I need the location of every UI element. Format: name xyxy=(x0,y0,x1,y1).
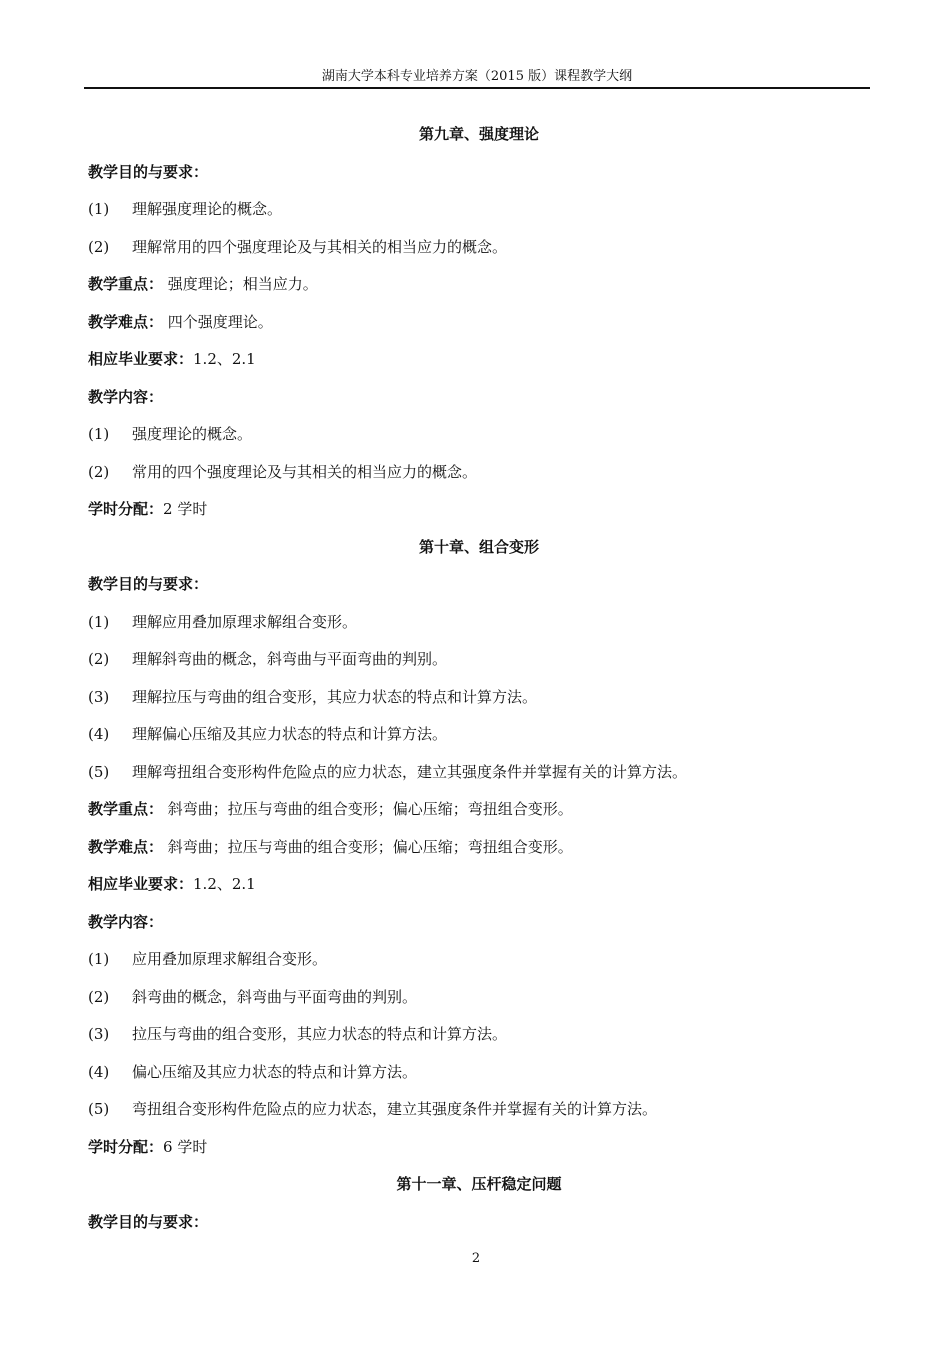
item-number: (2) xyxy=(88,237,110,256)
ch10-key-points xyxy=(88,791,870,829)
item-number: (1) xyxy=(88,612,110,631)
item-number: (1) xyxy=(88,200,110,218)
item-text: 偏心压缩及其应力状态的特点和计算方法。 xyxy=(132,1062,418,1081)
item-text: 理解偏心压缩及其应力状态的特点和计算方法。 xyxy=(132,725,448,743)
ch11-objectives-label: 教学目的与要求： xyxy=(88,1212,209,1231)
ch9-hours xyxy=(88,491,870,529)
item-text: 常用的四个强度理论及与其相关的相当应力的概念。 xyxy=(132,462,478,481)
item-number: (1) xyxy=(88,950,110,968)
difficulties-text: 斜弯曲；拉压与弯曲的组合变形；偏心压缩；弯扭组合变形。 xyxy=(163,837,573,856)
requirements-label: 相应毕业要求： xyxy=(88,350,194,368)
header-rule xyxy=(84,87,870,89)
hours-text: 2 学时 xyxy=(163,500,208,518)
hours-text: 6 学时 xyxy=(163,1137,208,1156)
key-points-text: 斜弯曲；拉压与弯曲的组合变形；偏心压缩；弯扭组合变形。 xyxy=(163,800,573,818)
ch9-content-label: 教学内容： xyxy=(88,387,164,406)
item-number: (2) xyxy=(88,650,110,668)
difficulties-label: 教学难点： xyxy=(88,837,164,856)
item-text: 理解常用的四个强度理论及与其相关的相当应力的概念。 xyxy=(132,237,508,256)
item-number: (1) xyxy=(88,425,110,443)
item-text: 理解斜弯曲的概念，斜弯曲与平面弯曲的判别。 xyxy=(132,650,448,668)
ch10-objective-item xyxy=(88,716,870,754)
ch10-content-item xyxy=(88,979,870,1017)
hours-label: 学时分配： xyxy=(88,1137,164,1156)
item-number: (5) xyxy=(88,762,110,781)
ch9-requirements xyxy=(88,341,870,379)
ch9-objective-item xyxy=(88,191,870,229)
item-number: (4) xyxy=(88,1062,110,1081)
requirements-label: 相应毕业要求： xyxy=(88,875,194,893)
page-number: 2 xyxy=(471,1251,481,1266)
difficulties-label: 教学难点： xyxy=(88,312,164,331)
item-text: 理解拉压与弯曲的组合变形，其应力状态的特点和计算方法。 xyxy=(132,687,538,706)
item-number: (2) xyxy=(88,987,110,1006)
ch10-content-label: 教学内容： xyxy=(88,912,164,931)
ch9-objective-item xyxy=(88,229,870,267)
ch10-hours xyxy=(88,1129,870,1167)
ch10-content-item xyxy=(88,941,870,979)
item-text: 应用叠加原理求解组合变形。 xyxy=(132,950,328,968)
key-points-text: 强度理论；相当应力。 xyxy=(163,275,318,293)
chapter-10-title: 第十章、组合变形 xyxy=(418,537,539,556)
item-text: 理解应用叠加原理求解组合变形。 xyxy=(132,612,358,631)
key-points-label: 教学重点： xyxy=(88,800,164,818)
ch9-difficulties xyxy=(88,304,870,342)
requirements-text: 1.2、2.1 xyxy=(193,875,256,893)
chapter-9-title: 第九章、强度理论 xyxy=(418,125,539,143)
item-number: (5) xyxy=(88,1100,110,1118)
ch9-key-points xyxy=(88,266,870,304)
requirements-text: 1.2、2.1 xyxy=(193,350,256,368)
document-header: 湖南大学本科专业培养方案（2015 版）课程教学大纲 xyxy=(321,69,633,84)
ch10-objectives-label: 教学目的与要求： xyxy=(88,575,209,593)
ch10-content-item xyxy=(88,1016,870,1054)
key-points-label: 教学重点： xyxy=(88,275,164,293)
item-text: 弯扭组合变形构件危险点的应力状态，建立其强度条件并掌握有关的计算方法。 xyxy=(132,1100,658,1118)
ch9-content-item xyxy=(88,416,870,454)
item-text: 强度理论的概念。 xyxy=(132,425,253,443)
item-text: 斜弯曲的概念，斜弯曲与平面弯曲的判别。 xyxy=(132,987,418,1006)
item-number: (3) xyxy=(88,687,110,706)
ch9-objectives-label: 教学目的与要求： xyxy=(88,162,209,181)
item-text: 拉压与弯曲的组合变形，其应力状态的特点和计算方法。 xyxy=(132,1025,508,1043)
item-number: (2) xyxy=(88,462,110,481)
ch9-content-item xyxy=(88,454,870,492)
ch10-objective-item xyxy=(88,679,870,717)
ch10-content-item xyxy=(88,1091,870,1129)
ch10-objective-item xyxy=(88,641,870,679)
item-text: 理解弯扭组合变形构件危险点的应力状态，建立其强度条件并掌握有关的计算方法。 xyxy=(132,762,688,781)
ch10-difficulties xyxy=(88,829,870,867)
hours-label: 学时分配： xyxy=(88,500,164,518)
ch10-objective-item xyxy=(88,754,870,792)
ch10-objective-item xyxy=(88,604,870,642)
item-number: (3) xyxy=(88,1025,110,1043)
ch10-content-item xyxy=(88,1054,870,1092)
difficulties-text: 四个强度理论。 xyxy=(163,312,273,331)
ch10-requirements xyxy=(88,866,870,904)
item-number: (4) xyxy=(88,725,110,743)
item-text: 理解强度理论的概念。 xyxy=(132,200,283,218)
chapter-11-title: 第十一章、压杆稳定问题 xyxy=(396,1175,562,1193)
page-content xyxy=(88,116,870,1241)
